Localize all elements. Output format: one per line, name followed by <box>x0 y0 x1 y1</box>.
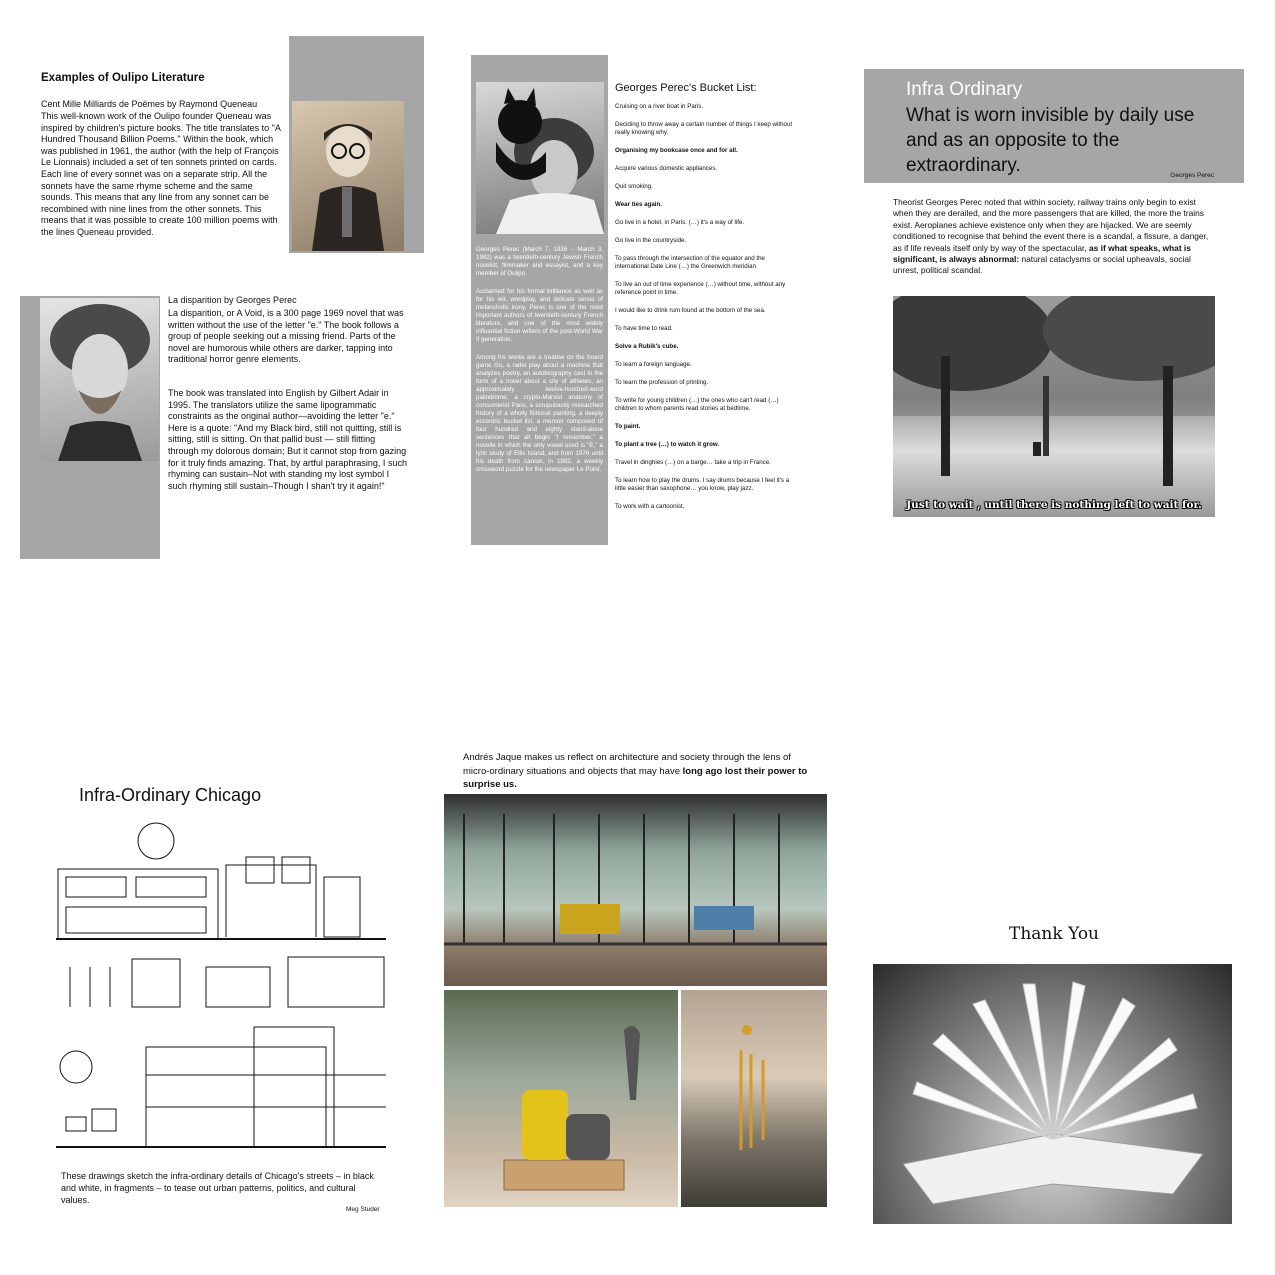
list-item: Go live in the countryside. <box>615 237 687 244</box>
list-item: Organising my bookcase once and for all. <box>615 147 738 154</box>
list-item: Acquire various domestic appliances. <box>615 165 718 172</box>
list-item: Deciding to throw away a certain number of things I keep without really knowing why. <box>615 121 793 136</box>
pavilion-photo-pool <box>681 990 827 1207</box>
bio-paragraph: Acclaimed for his formal brilliance as well as for his wit, wordplay, and delicate sense of melancholic irony, Perec is one of the most important authors of twentieth-century French literature, and one of the most widely influential fiction writers of the post-World War II generation. <box>476 288 603 343</box>
infra-body-text: Theorist Georges Perec noted that within society, railway trains only begin to exist when they are derailed, and the more passengers that are killed, the more the trains exist. Aeroplanes achieve existence only when they are hijacked. We are seemly conditioned to recognise that behind the event there is a scandal, a fissure, a danger, as if life reveals itself only by way of the spectacular, <box>893 197 1209 253</box>
infra-body-ending: natural cataclysms or social upheavals, social unrest, political scandal. <box>893 254 1191 276</box>
banner-title: Infra Ordinary <box>906 79 1023 100</box>
book2-title: La disparition by Georges Perec <box>168 295 297 305</box>
jaque-caption <box>463 751 811 792</box>
list-item: To plant a tree (…) to watch it grow. <box>615 441 720 448</box>
infra-ordinary-banner <box>864 69 1244 183</box>
infra-body-emphasis: as if what speaks, what is significant, is always abnormal: <box>893 242 1191 265</box>
list-item: Solve a Rubik's cube. <box>615 343 679 350</box>
slide1-title: Examples of Oulipo Literature <box>41 72 205 84</box>
list-item: Quit smoking. <box>615 183 653 190</box>
park-photo-caption: Just to wait , until there is nothing left to wait for. <box>906 499 1202 511</box>
book2-body1: La disparition, or A Void, is a 300 page 1969 novel that was written without the use of the letter "e." The book follows a group of people seeking out a missing friend. Parts of the novel are humorous while others are darker, tapping into traditional horror genre elements. <box>168 308 404 365</box>
list-item: Cruising on a river boat in Paris. <box>615 103 704 110</box>
list-item: To paint. <box>615 423 641 430</box>
list-item: To learn a foreign language. <box>615 361 692 368</box>
chicago-title: Infra-Ordinary Chicago <box>79 785 262 805</box>
list-item: To work with a cartoonist. <box>615 503 685 510</box>
list-item: I would like to drink rum found at the bottom of the sea. <box>615 307 766 314</box>
chicago-credit: Meg Studer <box>346 1206 380 1213</box>
list-item: To live an out of time experience (…) without time, without any reference point in time. <box>615 281 786 296</box>
banner-attribution: Georges Perec <box>1170 172 1214 179</box>
bio-paragraph: Among his works are a treatise on the board game Go, a radio play about a machine that analyzes poetry, an autobiography cast in the form of a novel about a city of athletes, an approximately twelve-hundred-word palindrome, a crypto-Marxist anatomy of consumerist Paris, a scrupulously researched history of a wholly fictional painting, a deeply eccentric bucket list, a memoir composed of four hundred and eighty stand-alone sentences that all begin "I remember," a novella in which the only vowel used is "E," a lyric study of Ellis Island, and from 1976 until his death from cancer, in 1982, a weekly crossword puzzle for the newspaper Le Point. <box>476 354 603 473</box>
pavilion-photo-main <box>444 794 827 986</box>
chicago-caption: These drawings sketch the infra-ordinary details of Chicago's streets – in black and white, in fragments – to tease out urban patterns, politics, and cultural values. <box>61 1171 374 1205</box>
list-item: Go live in a hotel, in Paris. (…) it's a way of life. <box>615 219 745 226</box>
list-item: Travel in dinghies (…) on a barge… take a trip in France. <box>615 459 771 466</box>
jaque-caption-emphasis: long ago lost their power to surprise us. <box>463 765 808 790</box>
bucket-list-title: Georges Perec's Bucket List: <box>615 82 757 94</box>
bio-paragraph: Georges Perec (March 7, 1936 – March 3, 1982) was a twentieth-century Jewish French novelist, filmmaker and essayist, and a key member of Oulipo. <box>476 246 603 277</box>
bucket-list <box>615 103 797 521</box>
book2-body2: The book was translated into English by Gilbert Adair in 1995. The translators utilize the same lipogrammatic constraints as the original author—avoiding the letter "e." Here is a quote: "And my Black bird, still not quitting, still is sitting, still is sitting. On that pallid bust — still flitting through my dolorous domain; But it cannot stop from gazing for it truly finds amazing. That, by artful paraphrasing, I such rhyming can sustain–Not with standing my lost symbol I such rhyming still sustain–Though I shan't try it again!" <box>168 388 407 491</box>
list-item: To learn the profession of printing. <box>615 379 709 386</box>
perec-bio <box>476 246 603 484</box>
queneau-portrait <box>292 101 404 251</box>
list-item: To pass through the intersection of the equator and the international Date Line (…) the Greenwich meridian <box>615 255 765 270</box>
infra-body <box>893 197 1215 277</box>
list-item: To write for young children (…) the ones who can't read (…) children to whom parents read stories at bedtime. <box>615 397 779 412</box>
perec-with-cat-photo <box>476 82 604 234</box>
list-item: To learn how to play the drums. I say drums because I feel it's a little easier than saxophone… you know, play jazz. <box>615 477 790 492</box>
chicago-drawings <box>56 817 386 1162</box>
pavilion-photo-vacuum <box>444 990 678 1207</box>
open-book-photo <box>873 964 1232 1224</box>
banner-quote: What is worn invisible by daily use and as an opposite to the extraordinary. <box>906 105 1195 176</box>
list-item: Wear ties again. <box>615 201 662 208</box>
thank-you-title: Thank You <box>1009 924 1100 944</box>
perec-portrait <box>40 298 159 461</box>
list-item: To have time to read. <box>615 325 673 332</box>
book1-title: Cent Mille Milliards de Poëmes by Raymond Queneau <box>41 99 258 109</box>
park-photo <box>893 296 1215 517</box>
jaque-caption-text: Andrés Jaque makes us reflect on architecture and society through the lens of micro-ordinary situations and objects that may have <box>463 752 791 777</box>
book1-body: This well-known work of the Oulipo founder Queneau was inspired by children's picture books. The title translates to "A Hundred Thousand Billion Poems." Within the book, which was published in 1961, the author (with the help of François Le Lionnais) included a set of ten sonnets printed on cards. Each line of every sonnet was on a separate strip. All the sonnets have the same rhyme scheme and the same sounds. This means that any line from any sonnet can be recombined with nine lines from the other sonnets. This means that it was possible to create 100 million poems with the lines Queneau provided. <box>41 111 281 237</box>
